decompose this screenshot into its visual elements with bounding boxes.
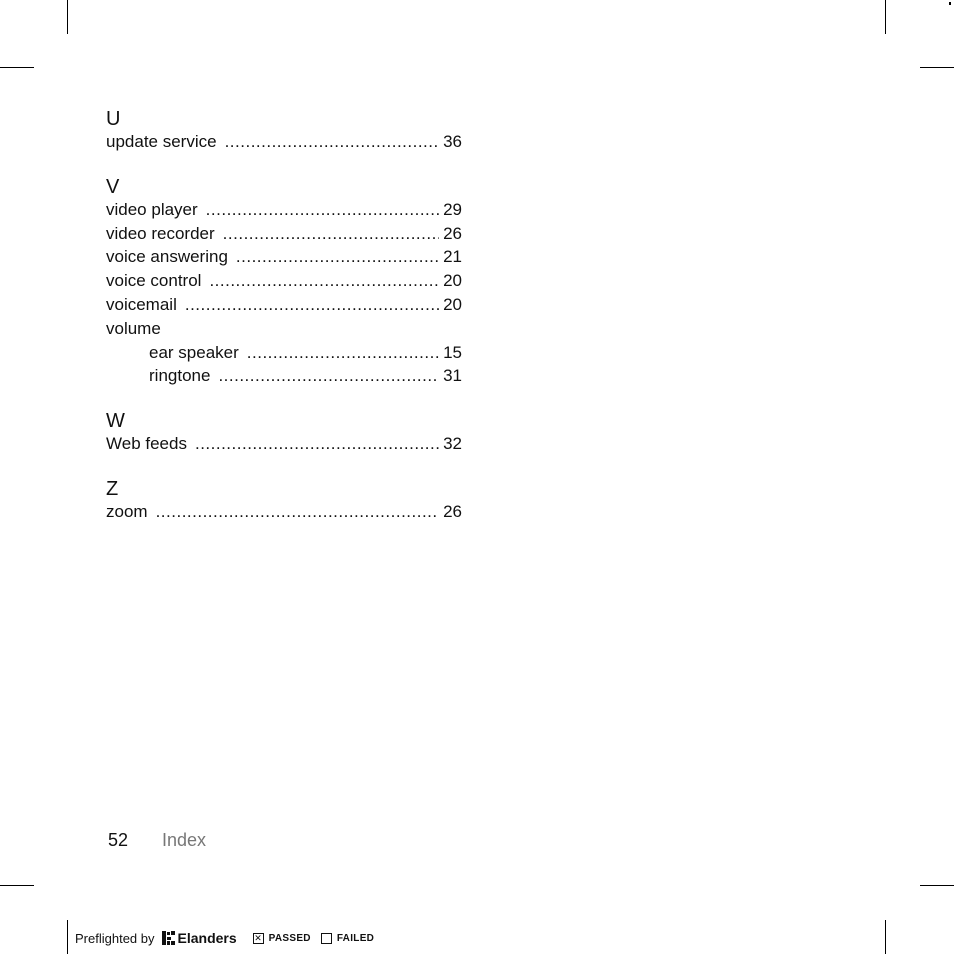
entry-term: zoom <box>106 501 148 521</box>
section-letter: Z <box>106 477 119 500</box>
entry-page-number: 36 <box>443 132 462 151</box>
page-title: Index <box>162 830 207 850</box>
entry-term: volume <box>106 318 161 338</box>
dot-leader <box>236 245 439 269</box>
page-number: 52 <box>108 830 129 850</box>
entry-page-number: 32 <box>443 434 462 454</box>
section-letter: W <box>106 410 125 433</box>
crop-mark <box>0 885 34 886</box>
dot-leader <box>156 500 440 524</box>
entry-page-number: 21 <box>443 247 462 267</box>
index-entry <box>106 432 462 456</box>
elanders-logo-icon <box>162 931 175 945</box>
corner-dot <box>949 2 951 5</box>
entry-term: ringtone <box>149 366 211 386</box>
entry-page-number: 15 <box>443 342 462 362</box>
crop-mark <box>67 920 68 954</box>
crop-mark <box>0 67 34 68</box>
failed-checkbox-icon <box>321 933 332 944</box>
entry-term: update service <box>106 132 217 151</box>
entry-term: ear speaker <box>149 342 239 362</box>
dot-leader <box>247 341 439 365</box>
section-letter: U <box>106 108 121 130</box>
index-subentry <box>106 341 462 365</box>
dot-leader <box>218 364 439 388</box>
entry-term: Web feeds <box>106 434 187 454</box>
preflight-stamp <box>75 928 374 948</box>
dot-leader <box>195 432 439 456</box>
crop-mark <box>885 0 886 34</box>
index-list <box>106 108 462 546</box>
index-entry <box>106 222 462 246</box>
crop-mark <box>885 920 886 954</box>
passed-checkbox-icon: ✕ <box>254 932 263 943</box>
passed-label: PASSED <box>268 932 311 944</box>
dot-leader <box>185 293 439 317</box>
entry-page-number: 26 <box>443 223 462 243</box>
index-entry <box>106 269 462 293</box>
dot-leader <box>223 222 439 246</box>
entry-term: video player <box>106 199 198 219</box>
entry-page-number: 31 <box>443 366 462 386</box>
brand-name: Elanders <box>177 930 237 946</box>
entry-term: voice control <box>106 271 202 291</box>
entry-page-number: 29 <box>443 199 462 219</box>
failed-status <box>321 933 374 944</box>
index-section <box>106 478 462 524</box>
dot-leader <box>225 130 440 154</box>
brand <box>162 930 237 946</box>
entry-page-number: 26 <box>443 501 462 521</box>
passed-status <box>253 933 311 944</box>
preflight-label: Preflighted by <box>75 930 155 946</box>
index-entry <box>106 500 462 524</box>
index-section <box>106 410 462 456</box>
index-entry <box>106 245 462 269</box>
index-section <box>106 176 462 388</box>
index-entry <box>106 317 462 341</box>
crop-mark <box>67 0 68 34</box>
entry-page-number: 20 <box>443 294 462 314</box>
index-subentry <box>106 364 462 388</box>
section-letter: V <box>106 175 120 198</box>
failed-label: FAILED <box>336 932 375 944</box>
dot-leader <box>209 269 439 293</box>
entry-term: video recorder <box>106 223 215 243</box>
index-entry <box>106 130 462 154</box>
entry-term: voicemail <box>106 294 177 314</box>
crop-mark <box>920 885 954 886</box>
entry-term: voice answering <box>106 247 228 267</box>
crop-mark <box>920 67 954 68</box>
index-entry <box>106 293 462 317</box>
index-section <box>106 108 462 154</box>
page-footer <box>108 830 207 851</box>
entry-page-number: 20 <box>443 271 462 291</box>
dot-leader <box>206 198 439 222</box>
index-entry <box>106 198 462 222</box>
